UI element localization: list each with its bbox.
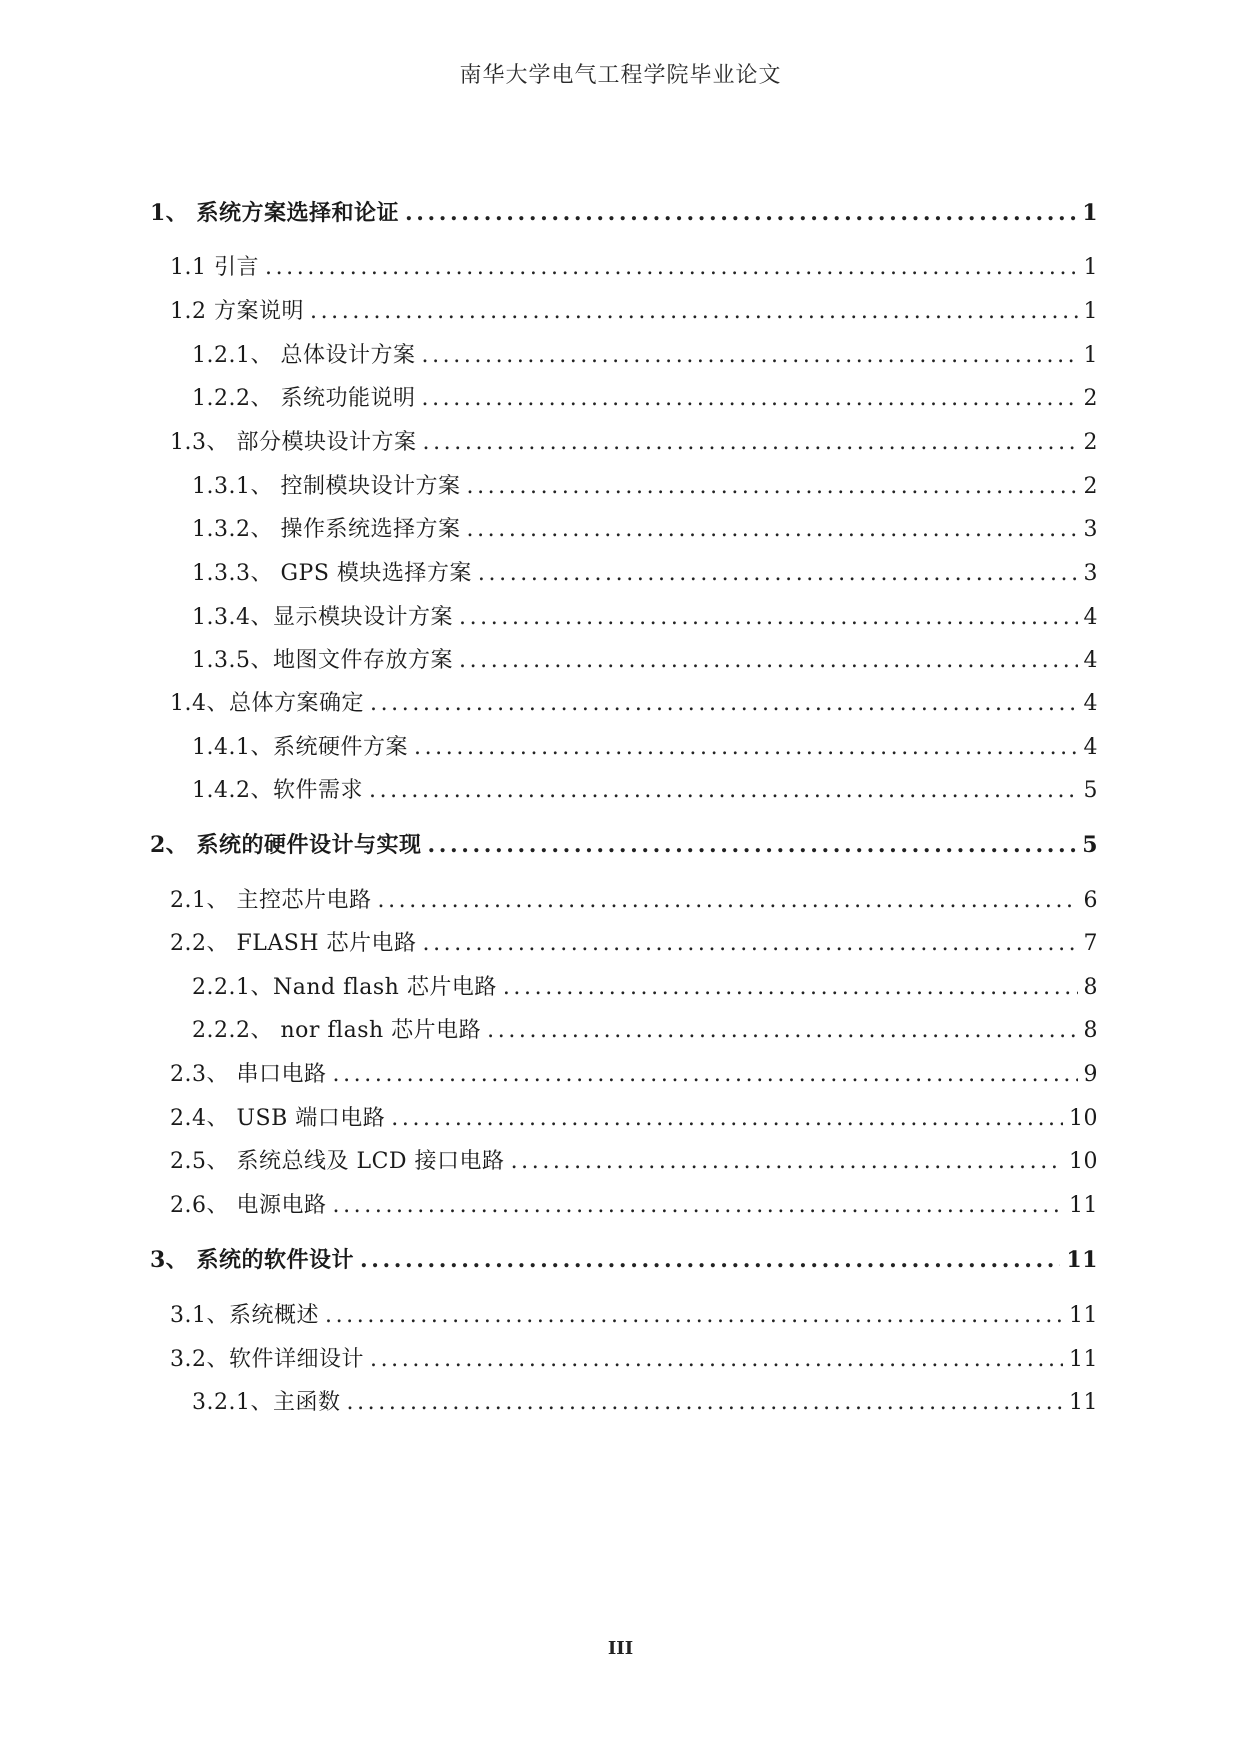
toc-dot-leader bbox=[422, 430, 1077, 455]
toc-dot-leader bbox=[405, 200, 1076, 226]
toc-dot-leader bbox=[391, 1106, 1063, 1131]
toc-entry-title: 2.5、 系统总线及 LCD 接口电路 bbox=[170, 1149, 505, 1174]
toc-entry-page: 1 bbox=[1082, 200, 1098, 226]
toc-entry-title: 3.2.1、主函数 bbox=[192, 1390, 341, 1415]
toc-dot-leader bbox=[332, 1062, 1077, 1087]
toc-dot-leader bbox=[423, 931, 1078, 956]
toc-chapter-entry[interactable] bbox=[150, 1243, 1098, 1274]
toc-section-entry[interactable] bbox=[192, 773, 1098, 804]
toc-dot-leader bbox=[377, 888, 1077, 913]
toc-entry-title: 1.2.2、 系统功能说明 bbox=[192, 386, 416, 411]
toc-section-entry[interactable] bbox=[170, 294, 1098, 325]
toc-section-entry[interactable] bbox=[192, 643, 1098, 674]
toc-section-entry[interactable] bbox=[192, 600, 1098, 631]
toc-entry-page: 1 bbox=[1083, 255, 1098, 280]
page-header: 南华大学电气工程学院毕业论文 bbox=[459, 63, 782, 88]
toc-entry-title: 1.4.1、系统硬件方案 bbox=[192, 735, 408, 760]
toc-entry-title: 1.3.3、 GPS 模块选择方案 bbox=[192, 561, 472, 586]
toc-entry-page: 3 bbox=[1083, 517, 1098, 542]
toc-entry-page: 3 bbox=[1083, 561, 1098, 586]
toc-dot-leader bbox=[511, 1149, 1063, 1174]
toc-entry-title: 1.3.1、 控制模块设计方案 bbox=[192, 474, 461, 499]
toc-section-entry[interactable] bbox=[192, 556, 1098, 587]
toc-dot-leader bbox=[487, 1018, 1077, 1043]
toc-entry-title: 2.2.1、Nand flash 芯片电路 bbox=[192, 975, 497, 1000]
toc-section-entry[interactable] bbox=[170, 1101, 1098, 1132]
toc-section-entry[interactable] bbox=[170, 686, 1098, 717]
toc-dot-leader bbox=[466, 517, 1077, 542]
toc-entry-page: 11 bbox=[1069, 1347, 1098, 1372]
toc-section-entry[interactable] bbox=[192, 338, 1098, 369]
toc-dot-leader bbox=[325, 1303, 1063, 1328]
toc-entry-page: 11 bbox=[1069, 1390, 1098, 1415]
toc-section-entry[interactable] bbox=[170, 926, 1098, 957]
toc-section-entry[interactable] bbox=[170, 425, 1098, 456]
toc-entry-title: 1.3.5、地图文件存放方案 bbox=[192, 648, 453, 673]
toc-chapter-entry[interactable] bbox=[150, 196, 1098, 227]
toc-entry-title: 2.2、 FLASH 芯片电路 bbox=[170, 931, 417, 956]
toc-dot-leader bbox=[346, 1390, 1063, 1415]
toc-entry-page: 4 bbox=[1083, 735, 1098, 760]
toc-section-entry[interactable] bbox=[192, 1013, 1098, 1044]
toc-entry-title: 1.2 方案说明 bbox=[170, 299, 304, 324]
toc-section-entry[interactable] bbox=[192, 469, 1098, 500]
toc-entry-page: 2 bbox=[1083, 386, 1098, 411]
toc-chapter-entry[interactable] bbox=[150, 828, 1098, 859]
toc-entry-page: 1 bbox=[1083, 299, 1098, 324]
toc-entry-title: 1、 系统方案选择和论证 bbox=[150, 200, 399, 226]
toc-entry-page: 4 bbox=[1083, 648, 1098, 673]
toc-dot-leader bbox=[414, 735, 1078, 760]
toc-entry-title: 1.4、总体方案确定 bbox=[170, 691, 364, 716]
toc-entry-title: 2.3、 串口电路 bbox=[170, 1062, 327, 1087]
toc-entry-page: 11 bbox=[1069, 1303, 1098, 1328]
toc-entry-page: 7 bbox=[1083, 931, 1098, 956]
toc-entry-page: 8 bbox=[1083, 975, 1098, 1000]
toc-entry-page: 4 bbox=[1083, 605, 1098, 630]
toc-entry-page: 10 bbox=[1069, 1149, 1098, 1174]
toc-section-entry[interactable] bbox=[170, 1342, 1098, 1373]
toc-entry-page: 2 bbox=[1083, 474, 1098, 499]
toc-entry-page: 5 bbox=[1083, 778, 1098, 803]
toc-section-entry[interactable] bbox=[170, 1298, 1098, 1329]
toc-dot-leader bbox=[459, 605, 1078, 630]
toc-entry-title: 1.3.4、显示模块设计方案 bbox=[192, 605, 453, 630]
toc-entry-title: 3.2、软件详细设计 bbox=[170, 1347, 364, 1372]
toc-section-entry[interactable] bbox=[192, 970, 1098, 1001]
toc-entry-title: 1.3.2、 操作系统选择方案 bbox=[192, 517, 461, 542]
toc-dot-leader bbox=[478, 561, 1078, 586]
toc-entry-page: 4 bbox=[1083, 691, 1098, 716]
toc-dot-leader bbox=[427, 832, 1076, 858]
toc-dot-leader bbox=[370, 1347, 1063, 1372]
toc-entry-page: 5 bbox=[1082, 832, 1098, 858]
toc-section-entry[interactable] bbox=[192, 730, 1098, 761]
toc-entry-page: 9 bbox=[1083, 1062, 1098, 1087]
toc-entry-title: 2.2.2、 nor flash 芯片电路 bbox=[192, 1018, 482, 1043]
toc-dot-leader bbox=[310, 299, 1078, 324]
toc-dot-leader bbox=[369, 778, 1078, 803]
toc-entry-title: 2.6、 电源电路 bbox=[170, 1193, 327, 1218]
toc-section-entry[interactable] bbox=[192, 1385, 1098, 1416]
toc-dot-leader bbox=[332, 1193, 1063, 1218]
toc-entry-page: 8 bbox=[1083, 1018, 1098, 1043]
toc-dot-leader bbox=[421, 343, 1077, 368]
toc-dot-leader bbox=[466, 474, 1077, 499]
toc-entry-title: 3、 系统的软件设计 bbox=[150, 1247, 354, 1273]
toc-dot-leader bbox=[265, 255, 1078, 280]
toc-entry-page: 2 bbox=[1083, 430, 1098, 455]
toc-entry-page: 1 bbox=[1083, 343, 1098, 368]
toc-entry-title: 1.4.2、软件需求 bbox=[192, 778, 363, 803]
toc-entry-title: 2.4、 USB 端口电路 bbox=[170, 1106, 386, 1131]
toc-entry-title: 3.1、系统概述 bbox=[170, 1303, 319, 1328]
toc-entry-title: 2、 系统的硬件设计与实现 bbox=[150, 832, 422, 858]
toc-entry-title: 1.3、 部分模块设计方案 bbox=[170, 430, 417, 455]
toc-section-entry[interactable] bbox=[192, 512, 1098, 543]
toc-entry-page: 11 bbox=[1066, 1247, 1098, 1273]
toc-entry-title: 1.2.1、 总体设计方案 bbox=[192, 343, 416, 368]
toc-section-entry[interactable] bbox=[170, 1057, 1098, 1088]
toc-section-entry[interactable] bbox=[192, 381, 1098, 412]
toc-entry-page: 11 bbox=[1069, 1193, 1098, 1218]
toc-dot-leader bbox=[370, 691, 1078, 716]
toc-section-entry[interactable] bbox=[170, 883, 1098, 914]
toc-section-entry[interactable] bbox=[170, 250, 1098, 281]
toc-dot-leader bbox=[459, 648, 1078, 673]
toc-dot-leader bbox=[360, 1247, 1060, 1273]
toc-entry-title: 1.1 引言 bbox=[170, 255, 259, 280]
toc-entry-page: 10 bbox=[1069, 1106, 1098, 1131]
toc-section-entry[interactable] bbox=[170, 1188, 1098, 1219]
toc-dot-leader bbox=[503, 975, 1078, 1000]
page-number: III bbox=[607, 1638, 634, 1659]
toc-entry-title: 2.1、 主控芯片电路 bbox=[170, 888, 372, 913]
toc-section-entry[interactable] bbox=[170, 1144, 1098, 1175]
toc-dot-leader bbox=[421, 386, 1077, 411]
toc-entry-page: 6 bbox=[1083, 888, 1098, 913]
